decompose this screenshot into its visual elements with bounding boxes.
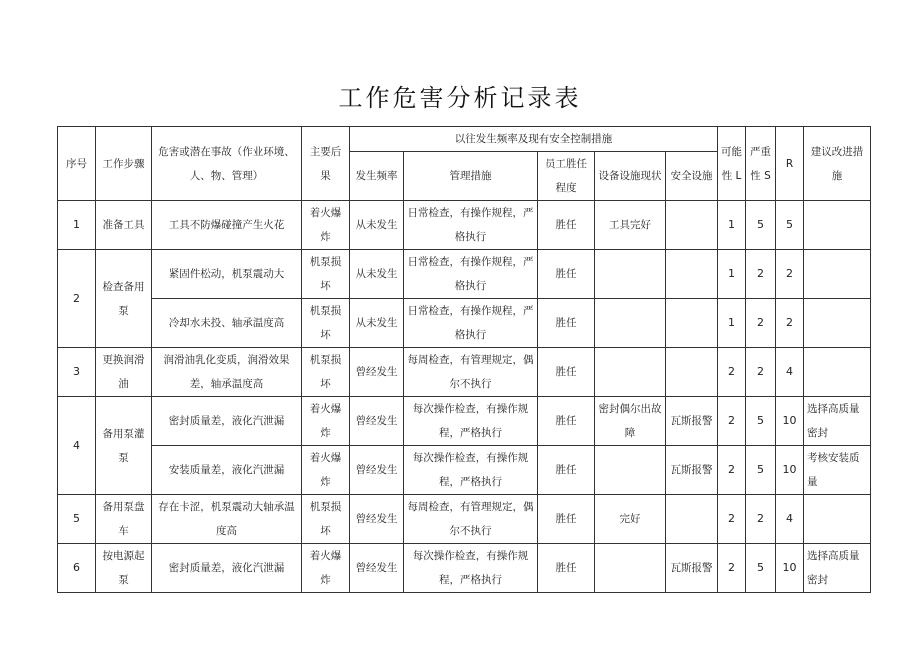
cell-management: 每次操作检查，有操作规程，严格执行 <box>404 544 538 593</box>
cell-equipment: 完好 <box>595 495 666 544</box>
cell-hazard: 紧固件松动，机泵震动大 <box>152 250 302 299</box>
table-row <box>58 544 871 593</box>
cell-competence: 胜任 <box>538 348 595 397</box>
cell-equipment: 密封偶尔出故障 <box>595 397 666 446</box>
cell-safety-device: 瓦斯报警 <box>666 446 718 495</box>
cell-seq: 1 <box>58 201 96 250</box>
cell-improvement: 选择高质量密封 <box>804 397 871 446</box>
cell-equipment <box>595 544 666 593</box>
cell-hazard: 密封质量差，液化汽泄漏 <box>152 397 302 446</box>
cell-frequency: 曾经发生 <box>350 495 404 544</box>
cell-seq: 2 <box>58 250 96 348</box>
header-step: 工作步骤 <box>96 127 152 201</box>
cell-risk: 2 <box>776 299 804 348</box>
cell-safety-device: 瓦斯报警 <box>666 397 718 446</box>
cell-equipment <box>595 299 666 348</box>
cell-improvement <box>804 299 871 348</box>
cell-hazard: 工具不防爆碰撞产生火花 <box>152 201 302 250</box>
cell-improvement: 考核安装质量 <box>804 446 871 495</box>
header-improvement: 建议改进措施 <box>804 127 871 201</box>
table-row <box>58 397 871 446</box>
cell-severity: 2 <box>746 250 776 299</box>
cell-equipment <box>595 348 666 397</box>
header-consequence: 主要后果 <box>302 127 350 201</box>
cell-frequency: 从未发生 <box>350 250 404 299</box>
cell-step: 更换润滑油 <box>96 348 152 397</box>
cell-improvement <box>804 495 871 544</box>
cell-risk: 4 <box>776 495 804 544</box>
header-severity: 严重性 S <box>746 127 776 201</box>
table-row <box>58 495 871 544</box>
header-seq: 序号 <box>58 127 96 201</box>
cell-consequence: 着火爆炸 <box>302 544 350 593</box>
cell-frequency: 从未发生 <box>350 201 404 250</box>
table-row <box>58 348 871 397</box>
cell-likelihood: 1 <box>718 299 746 348</box>
cell-safety-device: 瓦斯报警 <box>666 544 718 593</box>
cell-risk: 5 <box>776 201 804 250</box>
table-row <box>58 446 871 495</box>
page-title: 工作危害分析记录表 <box>338 84 582 112</box>
cell-frequency: 曾经发生 <box>350 348 404 397</box>
cell-improvement <box>804 201 871 250</box>
cell-equipment <box>595 250 666 299</box>
header-risk: R <box>776 127 804 201</box>
cell-hazard: 冷却水未投、轴承温度高 <box>152 299 302 348</box>
cell-consequence: 着火爆炸 <box>302 446 350 495</box>
cell-competence: 胜任 <box>538 544 595 593</box>
cell-seq: 4 <box>58 397 96 495</box>
cell-likelihood: 2 <box>718 397 746 446</box>
cell-management: 日常检查，有操作规程，严格执行 <box>404 250 538 299</box>
cell-likelihood: 2 <box>718 446 746 495</box>
header-frequency: 发生频率 <box>350 152 404 201</box>
cell-hazard: 安装质量差，液化汽泄漏 <box>152 446 302 495</box>
cell-frequency: 曾经发生 <box>350 446 404 495</box>
cell-improvement <box>804 250 871 299</box>
cell-competence: 胜任 <box>538 446 595 495</box>
cell-likelihood: 2 <box>718 348 746 397</box>
cell-severity: 5 <box>746 397 776 446</box>
cell-seq: 6 <box>58 544 96 593</box>
header-control-group: 以往发生频率及现有安全控制措施 <box>350 127 718 152</box>
header-management: 管理措施 <box>404 152 538 201</box>
cell-frequency: 曾经发生 <box>350 544 404 593</box>
table-row <box>58 299 871 348</box>
cell-step: 准备工具 <box>96 201 152 250</box>
cell-consequence: 机泵损坏 <box>302 299 350 348</box>
cell-risk: 10 <box>776 397 804 446</box>
cell-likelihood: 2 <box>718 495 746 544</box>
cell-improvement <box>804 348 871 397</box>
cell-consequence: 机泵损坏 <box>302 495 350 544</box>
cell-management: 日常检查，有操作规程，严格执行 <box>404 299 538 348</box>
header-competence: 员工胜任程度 <box>538 152 595 201</box>
cell-competence: 胜任 <box>538 201 595 250</box>
hazard-analysis-table <box>57 126 871 593</box>
cell-safety-device <box>666 299 718 348</box>
cell-safety-device <box>666 201 718 250</box>
cell-management: 每周检查，有管理规定，偶尔不执行 <box>404 348 538 397</box>
cell-seq: 5 <box>58 495 96 544</box>
cell-severity: 5 <box>746 446 776 495</box>
cell-hazard: 存在卡涩，机泵震动大轴承温度高 <box>152 495 302 544</box>
cell-hazard: 润滑油乳化变质，润滑效果差，轴承温度高 <box>152 348 302 397</box>
cell-safety-device <box>666 250 718 299</box>
cell-severity: 2 <box>746 495 776 544</box>
cell-equipment <box>595 446 666 495</box>
cell-management: 日常检查，有操作规程，严格执行 <box>404 201 538 250</box>
header-hazard: 危害或潜在事故（作业环境、人、物、管理） <box>152 127 302 201</box>
header-likelihood: 可能性 L <box>718 127 746 201</box>
cell-risk: 4 <box>776 348 804 397</box>
cell-competence: 胜任 <box>538 397 595 446</box>
cell-likelihood: 1 <box>718 201 746 250</box>
cell-likelihood: 1 <box>718 250 746 299</box>
cell-safety-device <box>666 348 718 397</box>
cell-improvement: 选择高质量密封 <box>804 544 871 593</box>
header-row-1 <box>58 127 871 152</box>
cell-competence: 胜任 <box>538 299 595 348</box>
header-safety-device: 安全设施 <box>666 152 718 201</box>
table-row <box>58 250 871 299</box>
cell-step: 备用泵盘车 <box>96 495 152 544</box>
cell-consequence: 着火爆炸 <box>302 201 350 250</box>
cell-risk: 10 <box>776 446 804 495</box>
cell-hazard: 密封质量差，液化汽泄漏 <box>152 544 302 593</box>
cell-management: 每次操作检查，有操作规程，严格执行 <box>404 446 538 495</box>
cell-competence: 胜任 <box>538 495 595 544</box>
cell-consequence: 机泵损坏 <box>302 250 350 299</box>
cell-competence: 胜任 <box>538 250 595 299</box>
cell-likelihood: 2 <box>718 544 746 593</box>
cell-frequency: 从未发生 <box>350 299 404 348</box>
cell-consequence: 着火爆炸 <box>302 397 350 446</box>
cell-severity: 5 <box>746 201 776 250</box>
cell-step: 检查备用泵 <box>96 250 152 348</box>
header-equipment: 设备设施现状 <box>595 152 666 201</box>
table-row <box>58 201 871 250</box>
cell-severity: 5 <box>746 544 776 593</box>
cell-seq: 3 <box>58 348 96 397</box>
cell-management: 每次操作检查，有操作规程，严格执行 <box>404 397 538 446</box>
cell-consequence: 机泵损坏 <box>302 348 350 397</box>
cell-severity: 2 <box>746 299 776 348</box>
cell-safety-device <box>666 495 718 544</box>
cell-step: 按电源起泵 <box>96 544 152 593</box>
cell-risk: 2 <box>776 250 804 299</box>
cell-severity: 2 <box>746 348 776 397</box>
cell-risk: 10 <box>776 544 804 593</box>
cell-management: 每周检查，有管理规定，偶尔不执行 <box>404 495 538 544</box>
cell-frequency: 曾经发生 <box>350 397 404 446</box>
cell-equipment: 工具完好 <box>595 201 666 250</box>
cell-step: 备用泵灌泵 <box>96 397 152 495</box>
